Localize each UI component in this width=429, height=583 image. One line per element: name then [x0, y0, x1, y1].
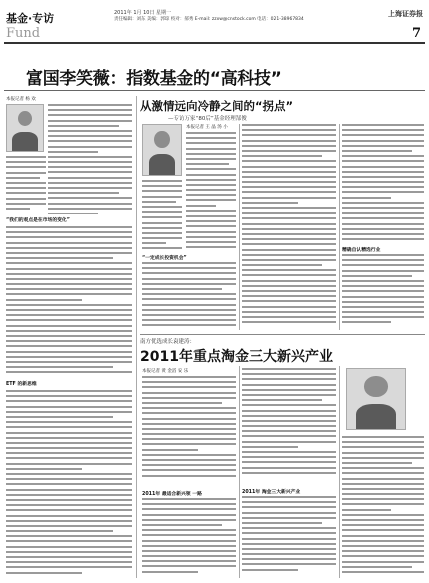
feature-body-text-5 — [342, 124, 424, 244]
second-body-text-5 — [342, 436, 424, 578]
section-english-title: Fund — [6, 26, 41, 41]
editor-contacts: 责任编辑：刘东 美编：郭琼 校对：郝秀 E-mail: zzxw@cnstock.com 电话：021-38967834 — [114, 17, 304, 22]
feature-headline: 从激情远向冷静之间的“拐点” — [140, 99, 294, 113]
main-headline: 富国李笑薇：指数基金的“高科技” — [26, 69, 282, 89]
left-body-text-1 — [48, 104, 132, 214]
left-subhead-2: ETF 的新思维 — [6, 382, 37, 387]
feature-column-divider-1 — [239, 124, 240, 330]
section-title: 基金·专访 — [6, 12, 55, 25]
feature-subheadline: —专访万家“80后”基金经理郜俊 — [168, 116, 247, 122]
page-header — [4, 4, 425, 44]
second-body-text-4 — [242, 496, 336, 578]
second-story-headline: 2011年重点淘金三大新兴产业 — [140, 349, 333, 365]
left-body-text-3 — [6, 226, 132, 376]
second-column-divider-2 — [339, 366, 340, 578]
left-subhead-1: “我们的观点是在市场的变化” — [6, 218, 70, 223]
second-subhead-2: 2011年 淘金三大新兴产业 — [242, 490, 301, 495]
feature-body-text-4 — [242, 124, 336, 330]
second-column-divider-1 — [239, 366, 240, 578]
left-body-text-2 — [6, 156, 46, 214]
second-body-text-1 — [142, 376, 236, 488]
second-body-text-2 — [142, 498, 236, 578]
feature-body-text-2 — [142, 180, 182, 252]
feature-body-text-1 — [186, 132, 236, 252]
feature-byline: 本报记者 王 晶 汤 小 — [186, 125, 228, 130]
left-body-text-4 — [6, 390, 132, 578]
feature-column-divider-2 — [339, 124, 340, 330]
second-subhead-1: 2011年 最适合新兴领 一路 — [142, 492, 202, 497]
feature-right-subhead: 精确自认精选行业 — [342, 248, 381, 253]
portrait-photo — [6, 104, 44, 152]
feature-portrait-photo — [142, 124, 182, 176]
headline-rule — [4, 90, 425, 91]
second-portrait-photo — [346, 368, 406, 430]
column-divider — [136, 96, 137, 578]
dateline: 2011年 1月 10日 星期一 — [114, 10, 172, 16]
story-separator-rule — [140, 334, 425, 335]
second-story-byline: 本报记者 黄 金滔 安 乐 — [142, 369, 189, 374]
second-story-kicker: 南方优选成长袁建涛： — [140, 339, 196, 345]
second-body-text-3 — [242, 368, 336, 486]
newspaper-name: 上海证券报 — [388, 9, 423, 18]
left-byline: 本报记者 杨 欢 — [6, 97, 36, 102]
feature-body-text-3 — [142, 262, 236, 330]
feature-subhead: “一定成长投资机会” — [142, 256, 187, 261]
feature-body-text-6 — [342, 254, 424, 330]
page-number: 7 — [411, 26, 421, 41]
